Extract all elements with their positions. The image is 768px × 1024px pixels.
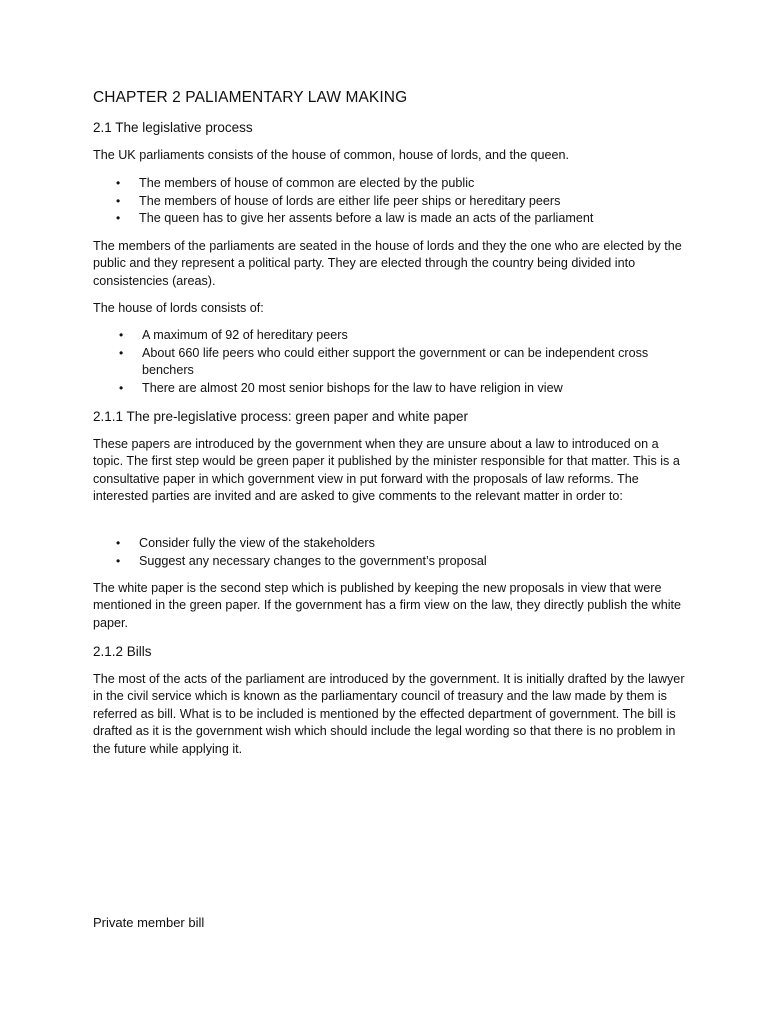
- list-item: • The members of house of lords are either life peer ships or hereditary peers: [93, 193, 685, 211]
- bullet-icon: •: [119, 380, 124, 395]
- list-item: • A maximum of 92 of hereditary peers: [93, 327, 685, 345]
- list-item: • About 660 life peers who could either support the government or can be independent cross benchers: [119, 345, 649, 378]
- section-heading-pre-legislative: 2.1.1 The pre-legislative process: green paper and white paper: [93, 409, 468, 424]
- list-item: • Suggest any necessary changes to the government’s proposal: [93, 553, 685, 571]
- bullet-icon: •: [116, 176, 121, 190]
- bullet-icon: •: [116, 536, 121, 550]
- paragraph-members-seated: The members of the parliaments are seated in the house of lords and they the one who are elected by the public and they represent a political party. They are elected through the country being divided into consistencies (areas).: [93, 239, 682, 288]
- bullet-list-parliament-members: [93, 175, 685, 228]
- section-heading-legislative-process: 2.1 The legislative process: [93, 120, 253, 135]
- bullet-icon: •: [116, 193, 121, 208]
- paragraph-papers: These papers are introduced by the government when they are unsure about a law to introduced on a topic. The first step would be green paper it published by the minister responsible for that matter. This is a consultative paper in which government view in put forward with the proposals of law reforms. The interested parties are invited and are asked to give comments to the relevant matter in order to:: [93, 437, 680, 504]
- list-item: • Consider fully the view of the stakeholders: [93, 535, 685, 553]
- list-item: • There are almost 20 most senior bishops for the law to have religion in view: [93, 380, 685, 398]
- bullet-icon: •: [116, 211, 121, 226]
- private-member-bill-label: Private member bill: [93, 915, 205, 930]
- bullet-list-order-to: [93, 535, 685, 570]
- section-heading-bills: 2.1.2 Bills: [93, 644, 152, 659]
- list-item: • The queen has to give her assents before a law is made an acts of the parliament: [93, 210, 685, 228]
- bullet-list-house-of-lords: [93, 327, 685, 397]
- bullet-icon: •: [119, 328, 124, 342]
- bullet-icon: •: [119, 345, 124, 360]
- paragraph-intro: The UK parliaments consists of the house of common, house of lords, and the queen.: [93, 148, 570, 162]
- paragraph-bills: The most of the acts of the parliament are introduced by the government. It is initially drafted by the lawyer in the civil service which is known as the parliamentary council of treasury and the law made by them is referred as bill. What is to be included is mentioned by the effected department of government. The bill is drafted as it is the government wish which should include the legal wording so that there is no problem in the future while applying it.: [93, 672, 685, 756]
- paragraph-white-paper: The white paper is the second step which is published by keeping the new proposals in view that were mentioned in the green paper. If the government has a firm view on the law, they directly publish the white paper.: [93, 581, 682, 630]
- paragraph-lords-intro: The house of lords consists of:: [93, 301, 264, 315]
- chapter-title: CHAPTER 2 PALIAMENTARY LAW MAKING: [93, 89, 408, 106]
- list-item: • The members of house of common are elected by the public: [93, 175, 685, 193]
- bullet-icon: •: [116, 553, 121, 568]
